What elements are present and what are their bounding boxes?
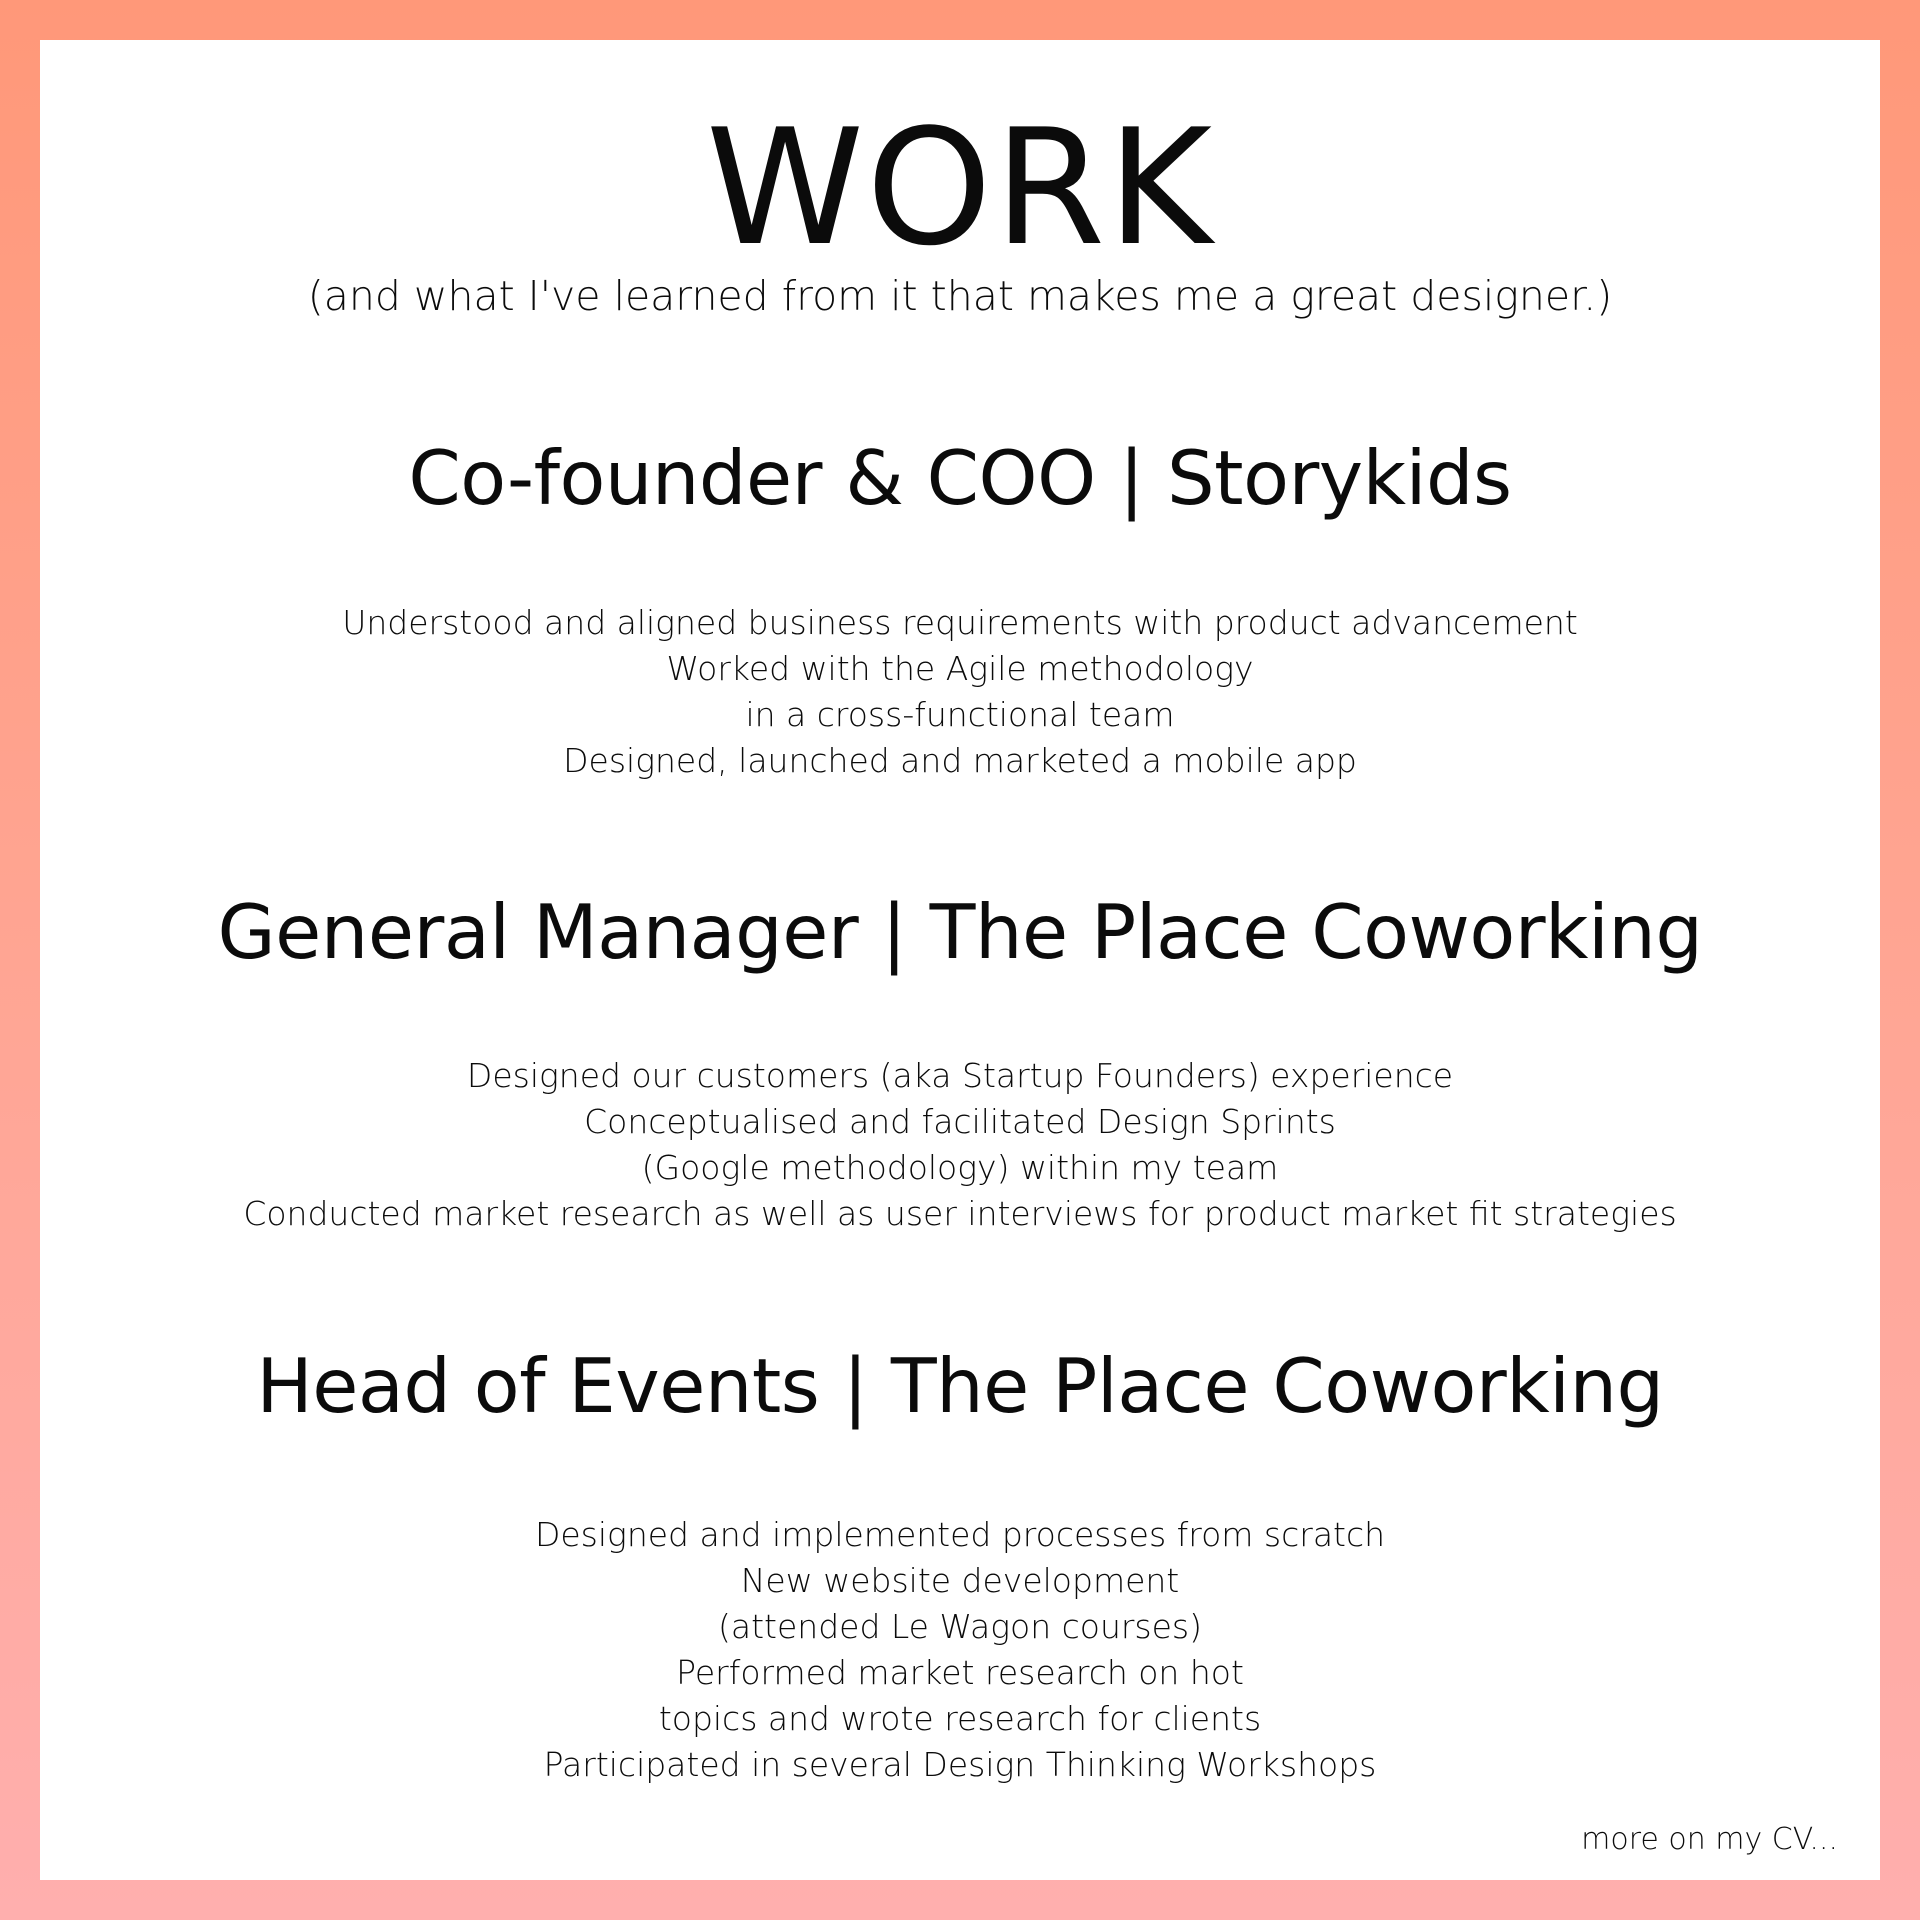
job-description-line: topics and wrote research for clients (658, 1699, 1262, 1738)
job-heading-storykids: Co-founder & COO | Storykids (408, 434, 1512, 522)
job-description-line: in a cross-functional team (745, 695, 1175, 734)
job-description-line: (Google methodology) within my team (641, 1148, 1279, 1187)
job-description-line: Participated in several Design Thinking Workshops (543, 1745, 1377, 1784)
cv-note: more on my CV... (1581, 1822, 1838, 1857)
job-description-line: Conducted market research as well as user interviews for product market fit strategies (243, 1194, 1677, 1233)
job-description-general-manager (40, 1053, 1880, 1237)
work-card (40, 40, 1880, 1880)
job-description-line: Performed market research on hot (676, 1653, 1244, 1692)
job-description-storykids (40, 600, 1880, 784)
page-title: WORK (705, 94, 1215, 281)
job-description-line: New website development (740, 1561, 1180, 1600)
job-heading-general-manager: General Manager | The Place Coworking (217, 888, 1703, 976)
job-description-line: Designed and implemented processes from scratch (534, 1515, 1386, 1554)
job-description-head-of-events (40, 1512, 1880, 1788)
job-description-line: Conceptualised and facilitated Design Sprints (584, 1102, 1336, 1141)
job-description-line: Understood and aligned business requirements with product advancement (342, 603, 1578, 642)
job-heading-head-of-events: Head of Events | The Place Coworking (256, 1342, 1664, 1430)
job-description-line: Designed, launched and marketed a mobile app (563, 741, 1357, 780)
job-description-line: Worked with the Agile methodology (666, 649, 1254, 688)
job-description-line: (attended Le Wagon courses) (718, 1607, 1202, 1646)
job-description-line: Designed our customers (aka Startup Founders) experience (466, 1056, 1454, 1095)
page-subtitle: (and what I've learned from it that makes me a great designer.) (307, 272, 1613, 320)
